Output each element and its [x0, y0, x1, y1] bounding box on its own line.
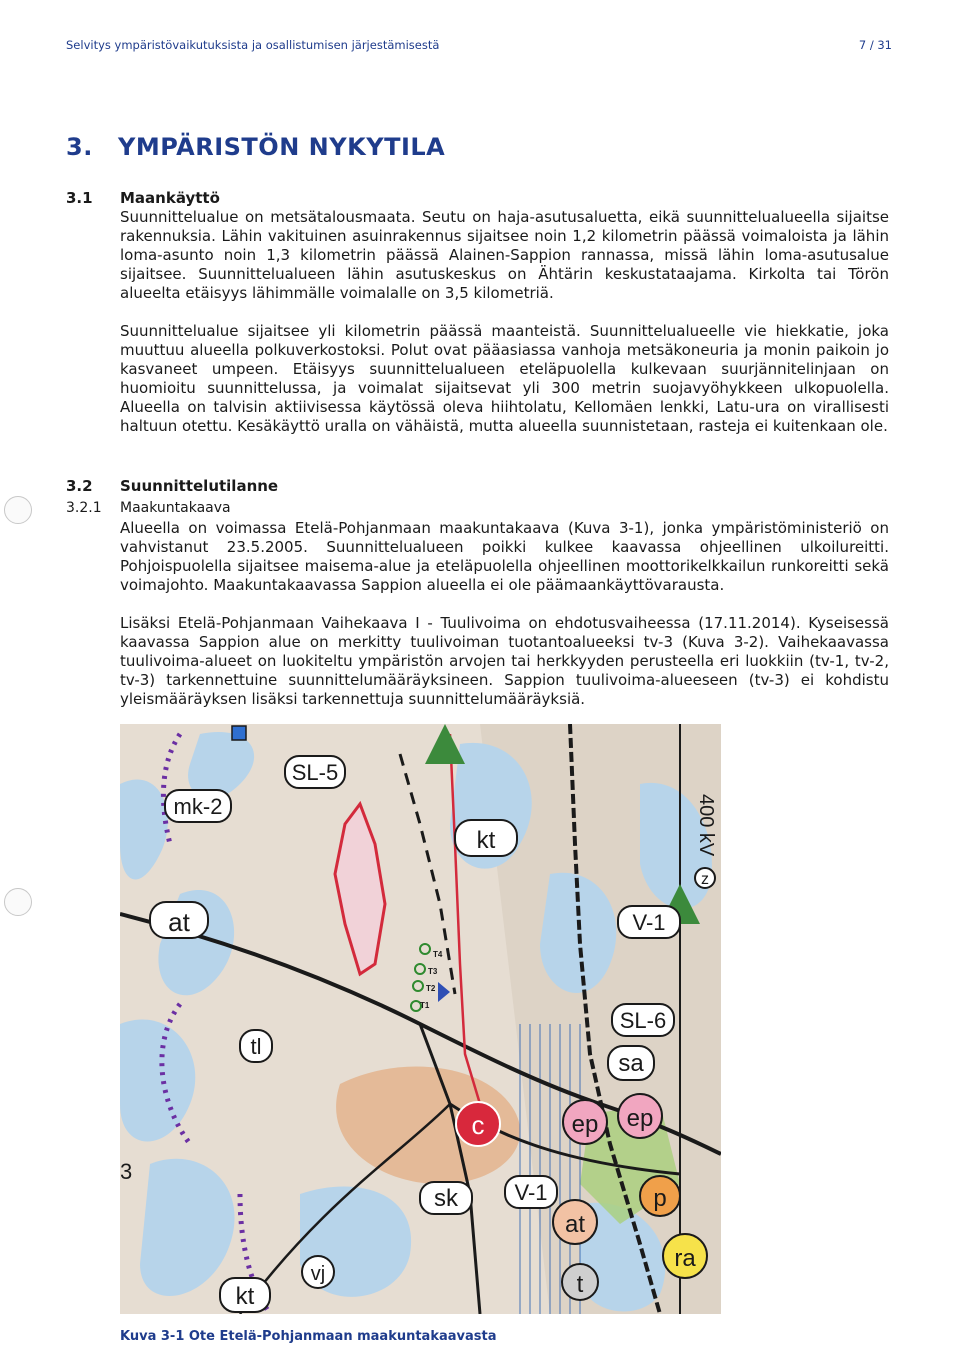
paragraph: Alueella on voimassa Etelä-Pohjanmaan maakuntakaava (Kuva 3-1), jonka ympäristöministeriö on vahvistanut 23.5.2005. Suunnittelualueen poikki kulkee kaavassa ohjeellinen ulkoilureitti. Pohjoispuolella sijaitsee maisema-alue ja eteläpuolella ohjeellinen moottorikelkkailun runkoreitti sekä voimajohto. Maakuntakaavassa Sappion alueella ei ole päämaankäyttövarausta. — [120, 519, 889, 594]
chapter-title: YMPÄRISTÖN NYKYTILA — [118, 133, 446, 161]
figure-caption: Kuva 3-1 Ote Etelä-Pohjanmaan maakuntakaavasta — [120, 1329, 497, 1344]
map-label-t1: T1 — [420, 1001, 430, 1010]
page-number: 7 / 31 — [858, 38, 892, 52]
map-label-at-left: at — [168, 907, 190, 937]
map-label-v1-top: V-1 — [632, 910, 666, 935]
map-label-t4: T4 — [433, 950, 443, 959]
header-title: Selvitys ympäristövaikutuksista ja osallistumisen järjestämisestä — [66, 38, 440, 52]
section-title: Maakuntakaava — [120, 500, 231, 516]
map-label-at-bottom: at — [564, 1211, 586, 1238]
map-label-400kv: 400 kV — [695, 794, 717, 857]
map-label-sl5: SL-5 — [291, 760, 339, 785]
map-label-z: z — [701, 871, 709, 888]
map-label-ra: ra — [674, 1245, 696, 1272]
section-title: Maankäyttö — [120, 189, 220, 207]
page-header — [66, 38, 892, 52]
map-label-ep1: ep — [571, 1111, 599, 1138]
map-label-t2: T2 — [426, 984, 436, 993]
map-label-sk: sk — [434, 1185, 458, 1212]
paragraph: Lisäksi Etelä-Pohjanmaan Vaihekaava I - Tuulivoima on ehdotusvaiheessa (17.11.2014). Kyseisessä kaavassa Sappion alue on merkitty tuulivoiman tuotantoalueeksi tv-3 (Kuva 3-2). Vaihekaavassa tuulivoima-alueet on luokiteltu ympäristön arvojen tai herkkyyden perusteella eri luokkiin (tv-1, tv-2, tv-3) tarkennettuine suunnittelumääräyksineen. Sappion tuulivoima-alueeseen (tv-3) ei kohdistu yleismääräyksen lisäksi tarkennettuja suunnittelumääräyksiä. — [120, 614, 889, 708]
map-label-p: p — [653, 1185, 667, 1212]
map-label-kt-top: kt — [476, 827, 496, 854]
section-number: 3.2.1 — [66, 500, 102, 516]
map-label-ep2: ep — [626, 1105, 654, 1132]
section-number: 3.1 — [66, 189, 93, 207]
section-number: 3.2 — [66, 477, 93, 495]
binder-hole — [4, 888, 32, 916]
chapter-heading — [66, 133, 445, 161]
map-label-sa: sa — [618, 1050, 644, 1077]
map-label-t3: T3 — [428, 967, 438, 976]
binder-hole — [4, 496, 32, 524]
chapter-number: 3. — [66, 133, 93, 161]
paragraph: Suunnittelualue sijaitsee yli kilometrin päässä maanteistä. Suunnittelualueelle vie hiekkatie, joka muuttuu alueella polkuverkostoksi. Polut ovat pääasiassa vanhoja metsäkoneuria ja monin paikoin jo kasvaneet umpeen. Etäisyys suunnittelualueen eteläpuolella kulkevaan suurjännitelinjaan on huomioitu suunnittelussa, ja voimalat sijaitsevat yli 300 metrin suojavyöhykkeen ulkopuolella. Alueella on talvisin aktiivisessa käytössä oleva hiihtolatu, Kellomäen lenkki, Latu-ura on virallisesti haltuun otettu. Kesäkäyttö uralla on vähäistä, mutta alueella suunnistetaan, rasteja ei kuitenkaan ole. — [120, 322, 889, 435]
section-title: Suunnittelutilanne — [120, 477, 279, 495]
map-label-v1-bottom: V-1 — [514, 1180, 548, 1205]
square-marker — [232, 726, 246, 740]
map-label-sl6: SL-6 — [619, 1008, 667, 1033]
map-graphic — [120, 724, 721, 1314]
regional-plan-map — [120, 724, 721, 1314]
map-label-kt-bottom: kt — [235, 1283, 255, 1310]
map-label-mk2: mk-2 — [173, 794, 223, 819]
map-label-c: c — [471, 1110, 485, 1140]
map-label-3: 3 — [120, 1159, 133, 1184]
map-label-vj: vj — [310, 1263, 326, 1285]
map-label-t: t — [576, 1271, 584, 1298]
paragraph: Suunnittelualue on metsätalousmaata. Seutu on haja-asutusaluetta, eikä suunnittelualueella sijaitse rakennuksia. Lähin vakituinen asuinrakennus sijaitsee noin 1,2 kilometrin päässä voimaloista ja lähin loma-asunto noin 1,3 kilometrin päässä Alainen-Sappion rannassa, missä lähin loma-asutusalue sijaitsee. Suunnittelualueen lähin asutuskeskus on Ähtärin keskustataajama. Kirkolta tai Törön alueelta etäisyys lähimmälle voimalalle on 3,5 kilometriä. — [120, 208, 889, 302]
map-label-tl: tl — [250, 1034, 262, 1059]
